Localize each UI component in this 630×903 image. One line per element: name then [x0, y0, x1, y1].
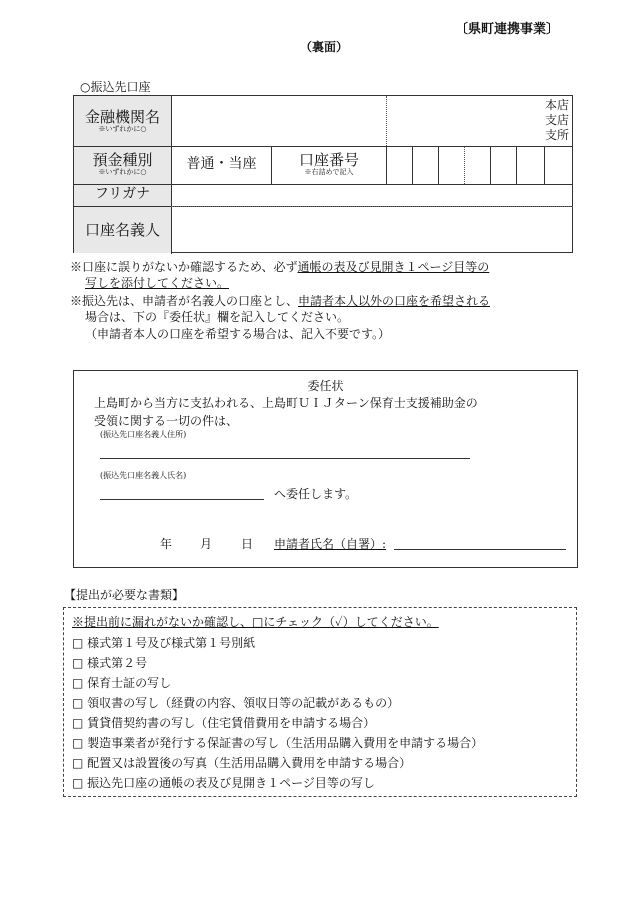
required-docs-title: 【提出が必要な書類】: [64, 588, 185, 602]
proxy-year: 年: [160, 537, 173, 551]
proxy-box: [73, 370, 578, 568]
bank-name-hint: ※いずれかに○: [98, 124, 147, 133]
proxy-signature-label: 申請者氏名（自署）:: [274, 537, 387, 551]
checklist-item[interactable]: □ 製造事業者が発行する保証書の写し（生活用品購入費用を申請する場合）: [72, 736, 484, 750]
furigana-label: フリガナ: [94, 186, 151, 202]
proxy-name-label: (振込先口座名義人氏名): [100, 471, 187, 480]
account-table: [73, 95, 573, 253]
page-side-label: （裏面）: [300, 40, 349, 54]
branch-option-branch[interactable]: 支店: [544, 113, 569, 127]
checklist-item[interactable]: □ 様式第１号及び様式第１号別紙: [72, 636, 256, 650]
proxy-name-line[interactable]: [100, 499, 264, 500]
branch-option-main[interactable]: 本店: [544, 98, 569, 112]
proxy-address-line[interactable]: [100, 458, 470, 459]
required-docs-box: [63, 607, 577, 797]
note2-continued: 場合は、下の『委任状』欄を記入してください。: [85, 310, 350, 324]
required-docs-instruction: ※提出前に漏れがないか確認し、□にチェック（✓）してください。: [72, 615, 439, 629]
proxy-title: 委任状: [307, 379, 344, 393]
account-holder-label: 口座名義人: [84, 221, 160, 239]
deposit-type-hint: ※いずれかに○: [98, 167, 147, 176]
note1-emphasis: 通帳の表及び見開き１ページ目等の: [297, 260, 490, 274]
checklist-item[interactable]: □ 配置又は設置後の写真（生活用品購入費用を申請する場合）: [72, 756, 412, 770]
checklist-item[interactable]: □ 保育士証の写し: [72, 676, 172, 690]
program-tag: 〔県町連携事業〕: [455, 22, 560, 37]
proxy-day: 日: [241, 537, 254, 551]
proxy-line2: 受領に関する一切の件は、: [94, 414, 239, 428]
note1-text: ※口座に誤りがないか確認するため、必ず: [70, 260, 298, 274]
account-section-title: ○振込先口座: [80, 80, 151, 94]
note2-text: ※振込先は、申請者が名義人の口座とし、: [70, 294, 299, 308]
checklist-item[interactable]: □ 賃貸借契約書の写し（住宅賃借費用を申請する場合）: [72, 716, 376, 730]
account-number-label: 口座番号: [298, 151, 359, 169]
checklist-item[interactable]: □ 領収書の写し（経費の内容、領収日等の記載があるもの）: [72, 696, 400, 710]
proxy-month: 月: [200, 537, 213, 551]
proxy-delegate-text: へ委任します。: [274, 487, 358, 501]
deposit-type-options[interactable]: 普通・当座: [186, 156, 257, 172]
account-number-hint: ※右詰めで記入: [304, 167, 354, 176]
note3-text: （申請者本人の口座を希望する場合は、記入不要です。）: [85, 327, 391, 341]
branch-option-sub[interactable]: 支所: [544, 128, 569, 142]
checklist-item[interactable]: □ 様式第２号: [72, 656, 148, 670]
note1-continued: 写しを添付してください。: [85, 276, 230, 290]
bank-name-label: 金融機関名: [84, 108, 160, 126]
note2-emphasis: 申請者本人以外の口座を希望される: [298, 294, 491, 308]
checklist-item[interactable]: □ 振込先口座の通帳の表及び見開き１ページ目等の写し: [72, 776, 375, 790]
proxy-address-label: (振込先口座名義人住所): [100, 430, 187, 439]
proxy-line1: 上島町から当方に支払われる、上島町ＵＩＪターン保育士支援補助金の: [94, 396, 478, 410]
deposit-type-label: 預金種別: [92, 151, 153, 169]
proxy-signature-line[interactable]: [394, 549, 566, 550]
